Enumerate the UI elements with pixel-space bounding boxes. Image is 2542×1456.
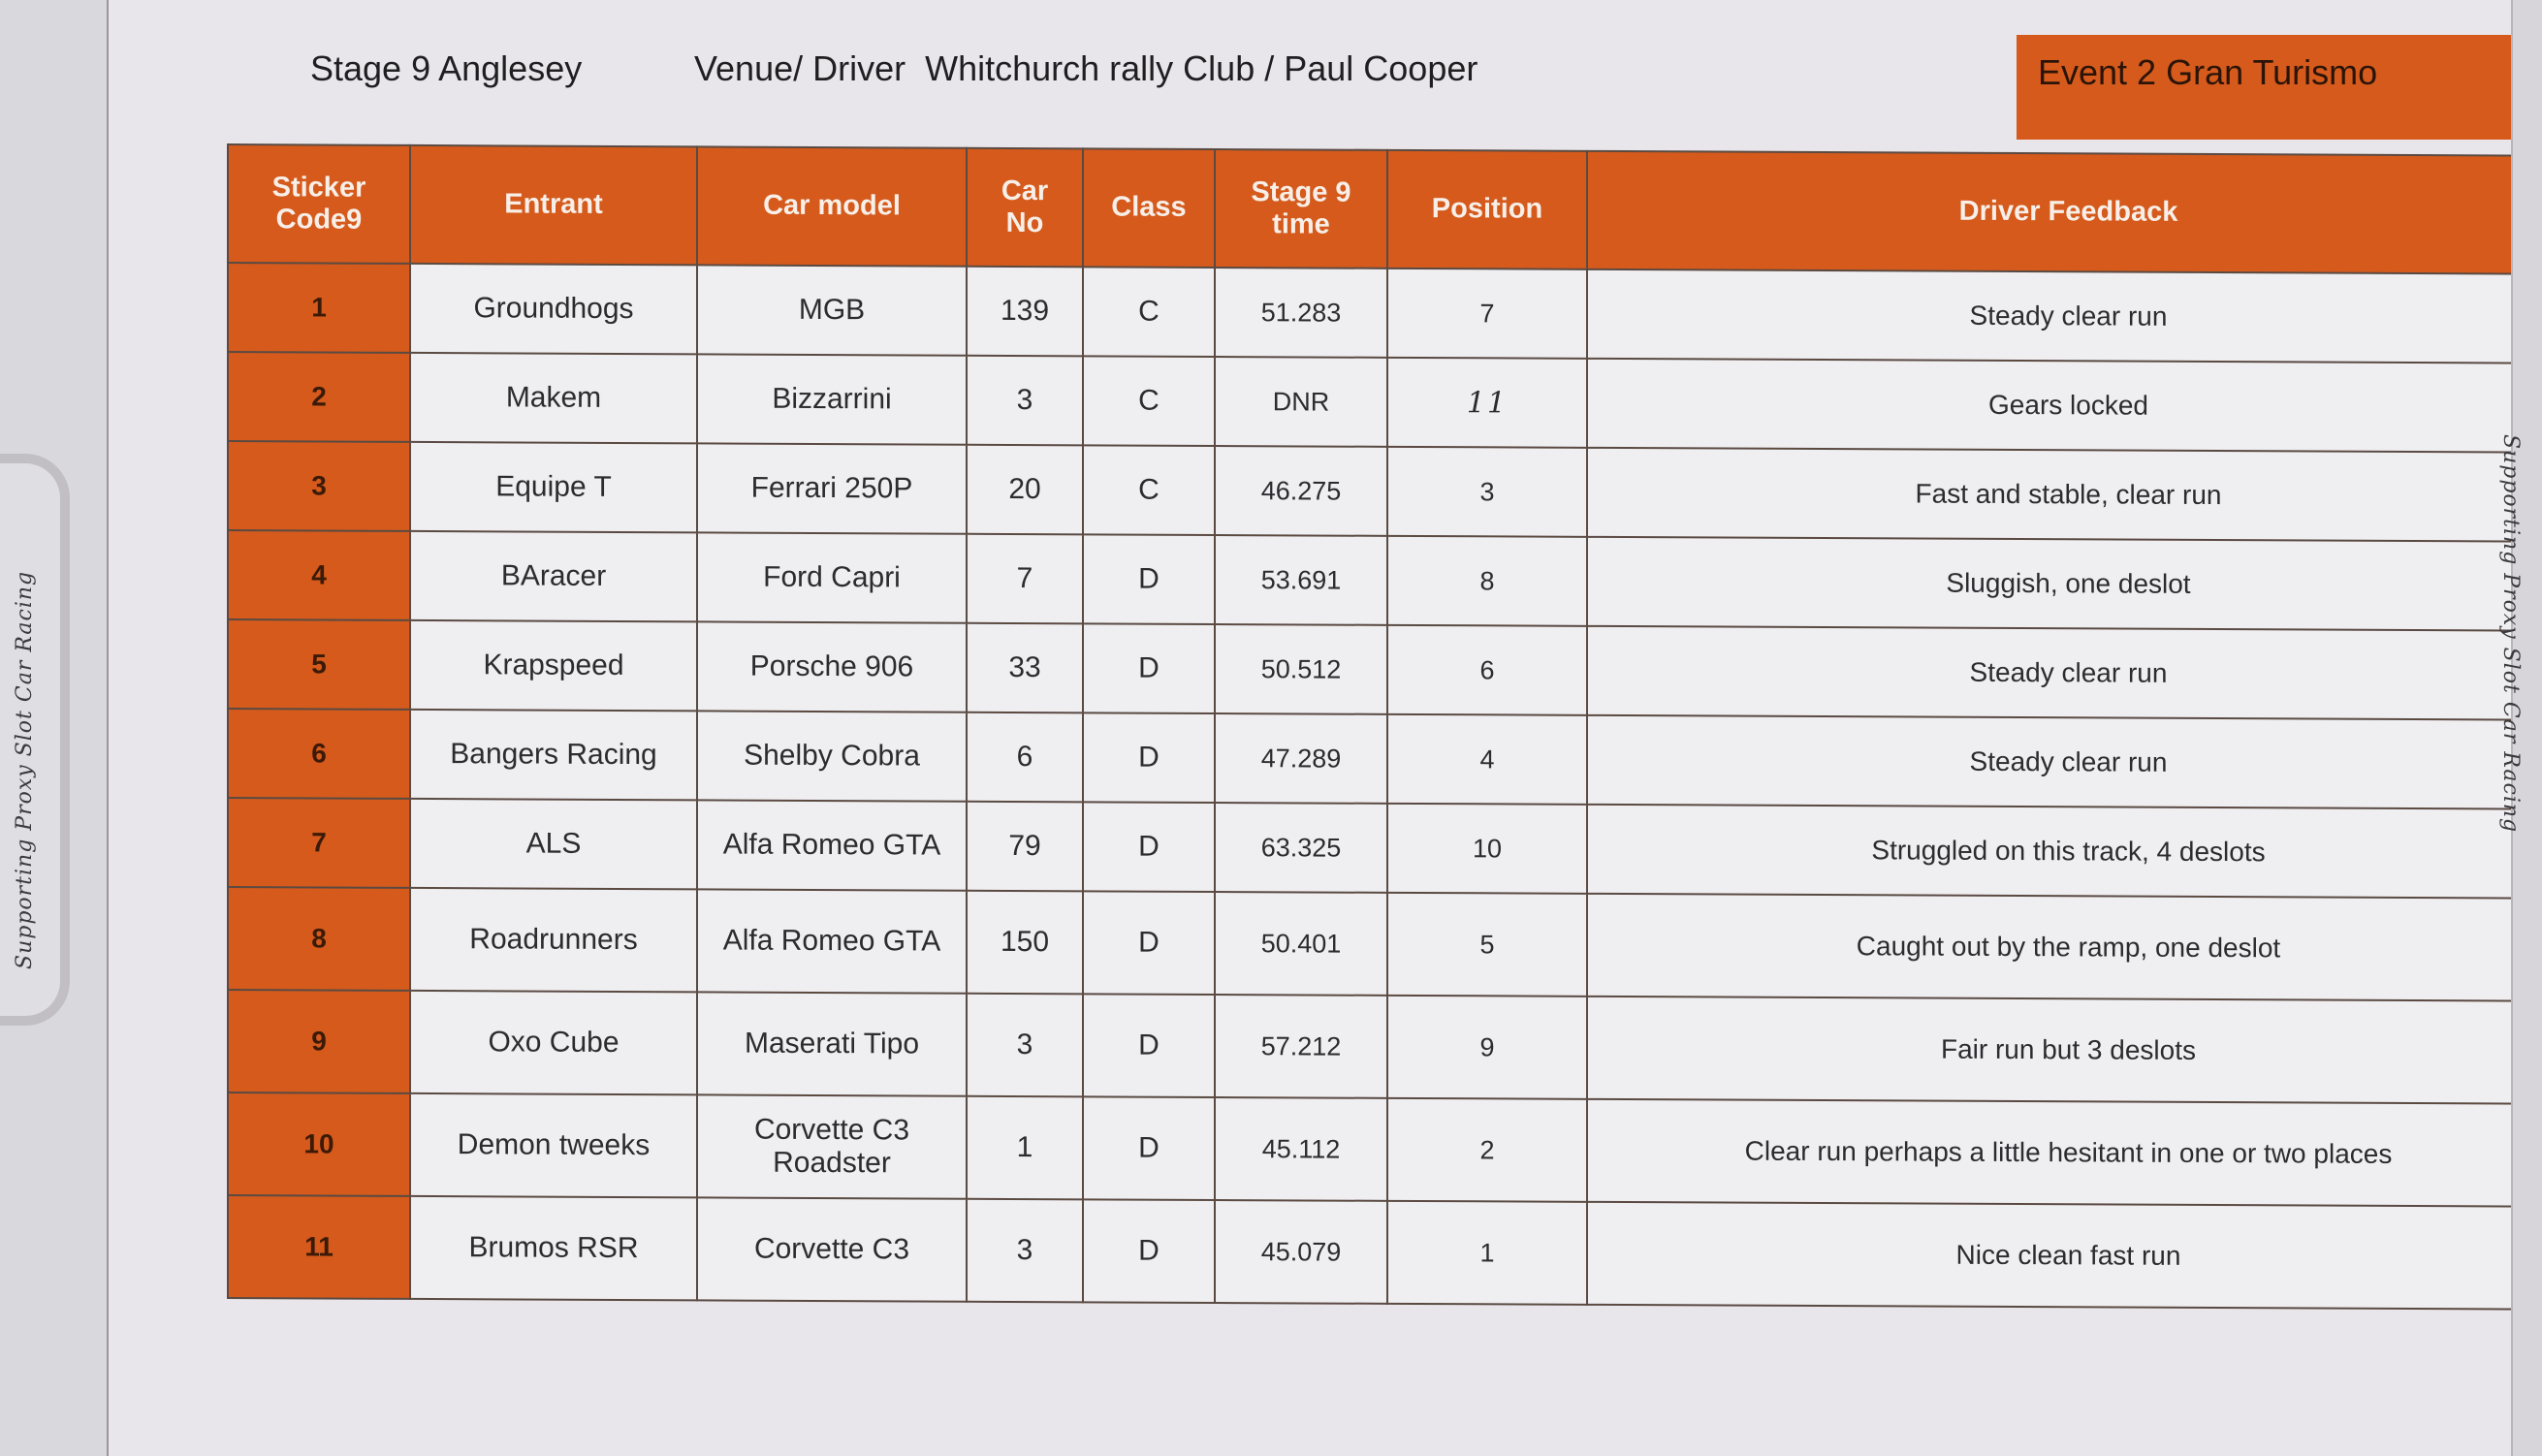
- stage-time-cell: 50.512: [1215, 624, 1387, 714]
- table-row: [228, 352, 2542, 453]
- position-cell: 3: [1387, 447, 1587, 537]
- feedback-cell: Steady clear run: [1587, 626, 2542, 720]
- sticker-code-cell: 10: [228, 1092, 410, 1196]
- sticker-code-cell: 11: [228, 1195, 410, 1299]
- sticker-code-cell: 8: [228, 887, 410, 991]
- position-cell: 8: [1387, 536, 1587, 626]
- feedback-cell: Gears locked: [1587, 359, 2542, 453]
- entrant-cell: Groundhogs: [410, 264, 697, 354]
- car-model-cell: Porsche 906: [697, 621, 967, 712]
- table-row: [228, 530, 2542, 631]
- header-row: [228, 144, 2542, 274]
- class-cell: D: [1083, 712, 1215, 803]
- stage-time-cell: 53.691: [1215, 535, 1387, 625]
- car-model-cell: Shelby Cobra: [697, 711, 967, 801]
- entrant-cell: ALS: [410, 799, 697, 889]
- car-no-cell: 20: [967, 445, 1083, 535]
- car-model-cell: Bizzarrini: [697, 354, 967, 444]
- car-model-cell: Corvette C3: [697, 1197, 967, 1301]
- car-no-cell: 3: [967, 1199, 1083, 1303]
- col-header-car-no: Car No: [967, 148, 1083, 268]
- sticker-code-cell: 7: [228, 798, 410, 888]
- stage-time-cell: 47.289: [1215, 713, 1387, 804]
- entrant-cell: Equipe T: [410, 442, 697, 532]
- car-no-cell: 3: [967, 994, 1083, 1097]
- entrant-cell: BAracer: [410, 531, 697, 621]
- feedback-cell: Clear run perhaps a little hesitant in one or two places: [1587, 1099, 2542, 1207]
- car-no-cell: 150: [967, 891, 1083, 995]
- sticker-code-cell: 9: [228, 990, 410, 1093]
- side-label-right: Supporting Proxy Slot Car Racing: [2498, 434, 2523, 834]
- car-model-cell: Ford Capri: [697, 532, 967, 622]
- class-cell: C: [1083, 445, 1215, 535]
- car-no-cell: 7: [967, 534, 1083, 624]
- car-model-cell: Alfa Romeo GTA: [697, 889, 967, 993]
- class-cell: D: [1083, 1199, 1215, 1303]
- feedback-cell: Fair run but 3 deslots: [1587, 997, 2542, 1104]
- feedback-cell: Caught out by the ramp, one deslot: [1587, 894, 2542, 1001]
- col-header-stage-time: Stage 9 time: [1215, 149, 1387, 269]
- class-cell: C: [1083, 267, 1215, 357]
- venue-label: Venue/ Driver: [694, 48, 906, 88]
- entrant-cell: Demon tweeks: [410, 1093, 697, 1197]
- car-no-cell: 1: [967, 1096, 1083, 1200]
- table-row: [228, 263, 2542, 364]
- position-cell: 1: [1387, 1201, 1587, 1305]
- col-header-car-model: Car model: [697, 146, 967, 266]
- position-cell-handwritten: 11: [1387, 358, 1587, 448]
- feedback-cell: Steady clear run: [1587, 269, 2542, 364]
- entrant-cell: Krapspeed: [410, 620, 697, 711]
- stage-time-cell: 46.275: [1215, 446, 1387, 536]
- table-row: [228, 1092, 2542, 1207]
- table-row: [228, 798, 2542, 899]
- class-cell: D: [1083, 534, 1215, 624]
- feedback-cell: Sluggish, one deslot: [1587, 537, 2542, 631]
- stage-time-cell: 57.212: [1215, 995, 1387, 1098]
- position-cell: 4: [1387, 714, 1587, 805]
- car-model-cell: Alfa Romeo GTA: [697, 800, 967, 890]
- event-banner: [2017, 35, 2542, 140]
- stage-time-cell: 45.079: [1215, 1200, 1387, 1304]
- position-cell: 7: [1387, 269, 1587, 359]
- feedback-cell: Fast and stable, clear run: [1587, 448, 2542, 542]
- position-cell: 5: [1387, 893, 1587, 997]
- venue-value: Whitchurch rally Club / Paul Cooper: [925, 48, 1478, 88]
- stage-time-cell: 50.401: [1215, 892, 1387, 996]
- table-row: [228, 887, 2542, 1001]
- feedback-cell: Struggled on this track, 4 deslots: [1587, 805, 2542, 899]
- venue-line: [694, 48, 1478, 89]
- entrant-cell: Bangers Racing: [410, 710, 697, 800]
- car-model-cell: Corvette C3 Roadster: [697, 1094, 967, 1198]
- position-cell: 2: [1387, 1098, 1587, 1202]
- position-cell: 6: [1387, 625, 1587, 715]
- class-cell: D: [1083, 1096, 1215, 1200]
- side-label-left: Supporting Proxy Slot Car Racing: [13, 570, 37, 969]
- sticker-code-cell: 4: [228, 530, 410, 620]
- table-row: [228, 990, 2542, 1104]
- feedback-cell: Steady clear run: [1587, 715, 2542, 809]
- car-no-cell: 3: [967, 356, 1083, 446]
- sticker-code-cell: 1: [228, 263, 410, 353]
- col-header-driver-feedback: Driver Feedback: [1587, 151, 2542, 274]
- col-header-class: Class: [1083, 148, 1215, 268]
- entrant-cell: Roadrunners: [410, 888, 697, 992]
- car-no-cell: 33: [967, 623, 1083, 713]
- class-cell: D: [1083, 802, 1215, 892]
- sticker-code-cell: 2: [228, 352, 410, 442]
- car-no-cell: 79: [967, 802, 1083, 892]
- car-model-cell: Ferrari 250P: [697, 443, 967, 533]
- stage-time-cell: 45.112: [1215, 1097, 1387, 1201]
- car-no-cell: 6: [967, 712, 1083, 803]
- position-cell: 9: [1387, 996, 1587, 1099]
- entrant-cell: Brumos RSR: [410, 1196, 697, 1300]
- feedback-cell: Nice clean fast run: [1587, 1202, 2542, 1310]
- car-model-cell: Maserati Tipo: [697, 992, 967, 1095]
- class-cell: D: [1083, 994, 1215, 1097]
- sticker-code-cell: 3: [228, 441, 410, 531]
- position-cell: 10: [1387, 804, 1587, 894]
- event-title: Event 2 Gran Turismo: [2038, 52, 2378, 92]
- car-model-cell: MGB: [697, 265, 967, 355]
- col-header-position: Position: [1387, 150, 1587, 269]
- sticker-code-cell: 5: [228, 619, 410, 710]
- stage-time-cell: DNR: [1215, 357, 1387, 447]
- table-row: [228, 1195, 2542, 1310]
- sticker-code-cell: 6: [228, 709, 410, 799]
- results-table: [227, 143, 2542, 1311]
- car-no-cell: 139: [967, 267, 1083, 357]
- stage-title: Stage 9 Anglesey: [310, 48, 583, 88]
- class-cell: D: [1083, 891, 1215, 995]
- stage-time-cell: 51.283: [1215, 268, 1387, 358]
- col-header-entrant: Entrant: [410, 145, 697, 265]
- col-header-sticker-code: Sticker Code9: [228, 144, 410, 264]
- entrant-cell: Oxo Cube: [410, 991, 697, 1094]
- class-cell: C: [1083, 356, 1215, 446]
- stage-time-cell: 63.325: [1215, 803, 1387, 893]
- table-row: [228, 619, 2542, 720]
- results-sheet: [109, 0, 2511, 1456]
- entrant-cell: Makem: [410, 353, 697, 443]
- table-row: [228, 441, 2542, 542]
- class-cell: D: [1083, 623, 1215, 713]
- table-row: [228, 709, 2542, 809]
